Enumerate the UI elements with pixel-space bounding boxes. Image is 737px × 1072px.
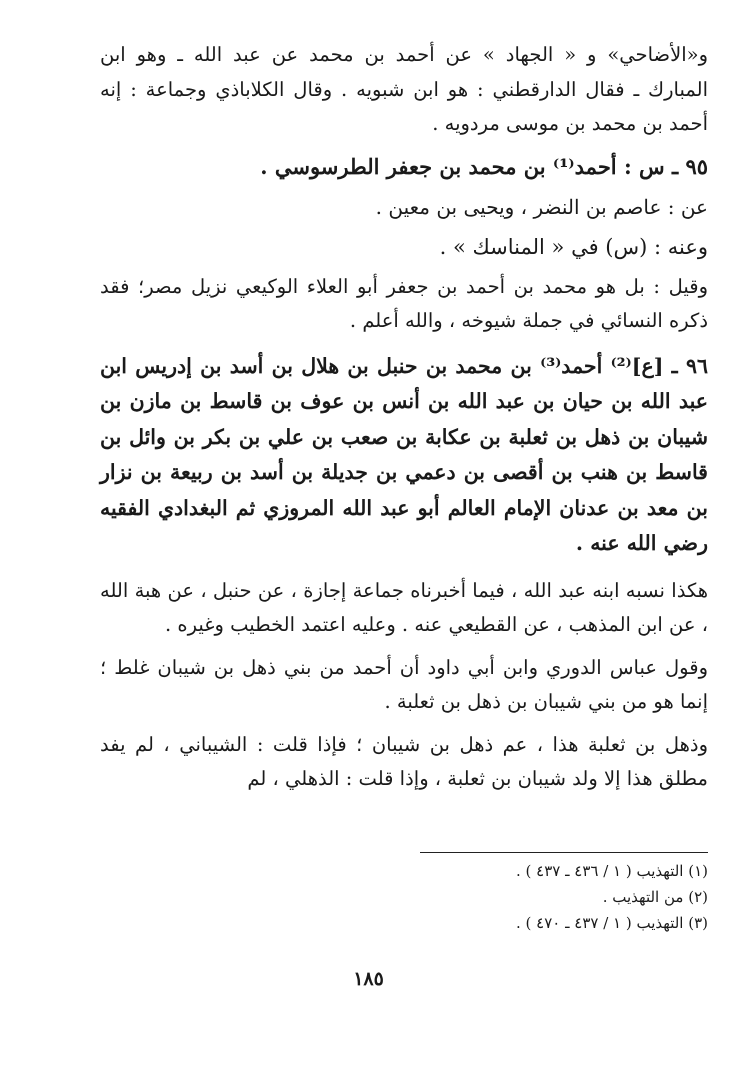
paragraph-qil: وقيل : بل هو محمد بن أحمد بن جعفر أبو العلاء الوكيعي نزيل مصر؛ فقد ذكره النسائي في جملة شيوخه ، والله أعلم . (100, 274, 708, 332)
footnote-2: (٢) من التهذيب . (602, 888, 708, 906)
paragraph-qawl: وقول عباس الدوري وابن أبي داود أن أحمد من بني ذهل بن شيبان غلط ؛ إنما هو من بني شيبان بن ذهل بن ثعلبة . (100, 655, 708, 713)
paragraph-hakadha: هكذا نسبه ابنه عبد الله ، فيما أخبرناه جماعة إجازة ، عن حنبل ، عن هبة الله ، عن ابن المذهب ، عن القطيعي عنه . وعليه اعتمد الخطيب وغيره . (100, 578, 708, 636)
paragraph-dhuhl: وذهل بن ثعلبة هذا ، عم ذهل بن شيبان ؛ فإذا قلت : الشيباني ، لم يفد مطلق هذا إلا ولد شيبان بن ثعلبة ، وإذا قلت : الذهلي ، لم (100, 732, 708, 790)
page-body (100, 38, 708, 805)
entry-95-from: عن : عاصم بن النضر ، ويحيى بن معين . (375, 194, 708, 219)
footnotes (100, 858, 708, 936)
footnote-1: (١) التهذيب ( ١ / ٤٣٦ ـ ٤٣٧ ) . (516, 862, 708, 880)
footnote-3: (٣) التهذيب ( ١ / ٤٣٧ ـ ٤٧٠ ) . (516, 914, 708, 932)
entry-96-heading: ٩٦ ـ [ع]⁽²⁾ أحمد⁽³⁾ بن محمد بن حنبل بن هلال بن أسد بن إدريس ابن عبد الله بن حيان بن عبد الله بن أنس بن عوف بن قاسط بن مازن بن شيبان بن ذهل بن ثعلبة بن عكابة بن صعب بن علي بن بكر بن وائل بن قاسط بن هنب بن أقصى بن دعمي بن جديلة بن أسد بن ربيعة بن نزار بن معد بن عدنان الإمام العالم أبو عبد الله المروزي ثم البغدادي الفقيه رضي الله عنه . (100, 353, 708, 555)
entry-95-by: وعنه : (س) في « المناسك » . (439, 234, 708, 259)
paragraph-intro: و«الأضاحي» و « الجهاد » عن أحمد بن محمد عن عبد الله ـ وهو ابن المبارك ـ فقال الدارقطني : هو ابن شبويه . وقال الكلاباذي وجماعة : إنه أحمد بن محمد بن موسى مردويه . (100, 43, 708, 135)
footnote-divider (420, 852, 708, 853)
entry-95-heading: ٩٥ ـ س : أحمد⁽¹⁾ بن محمد بن جعفر الطرسوسي . (260, 153, 708, 179)
page-number: ١٨٥ (353, 968, 384, 990)
